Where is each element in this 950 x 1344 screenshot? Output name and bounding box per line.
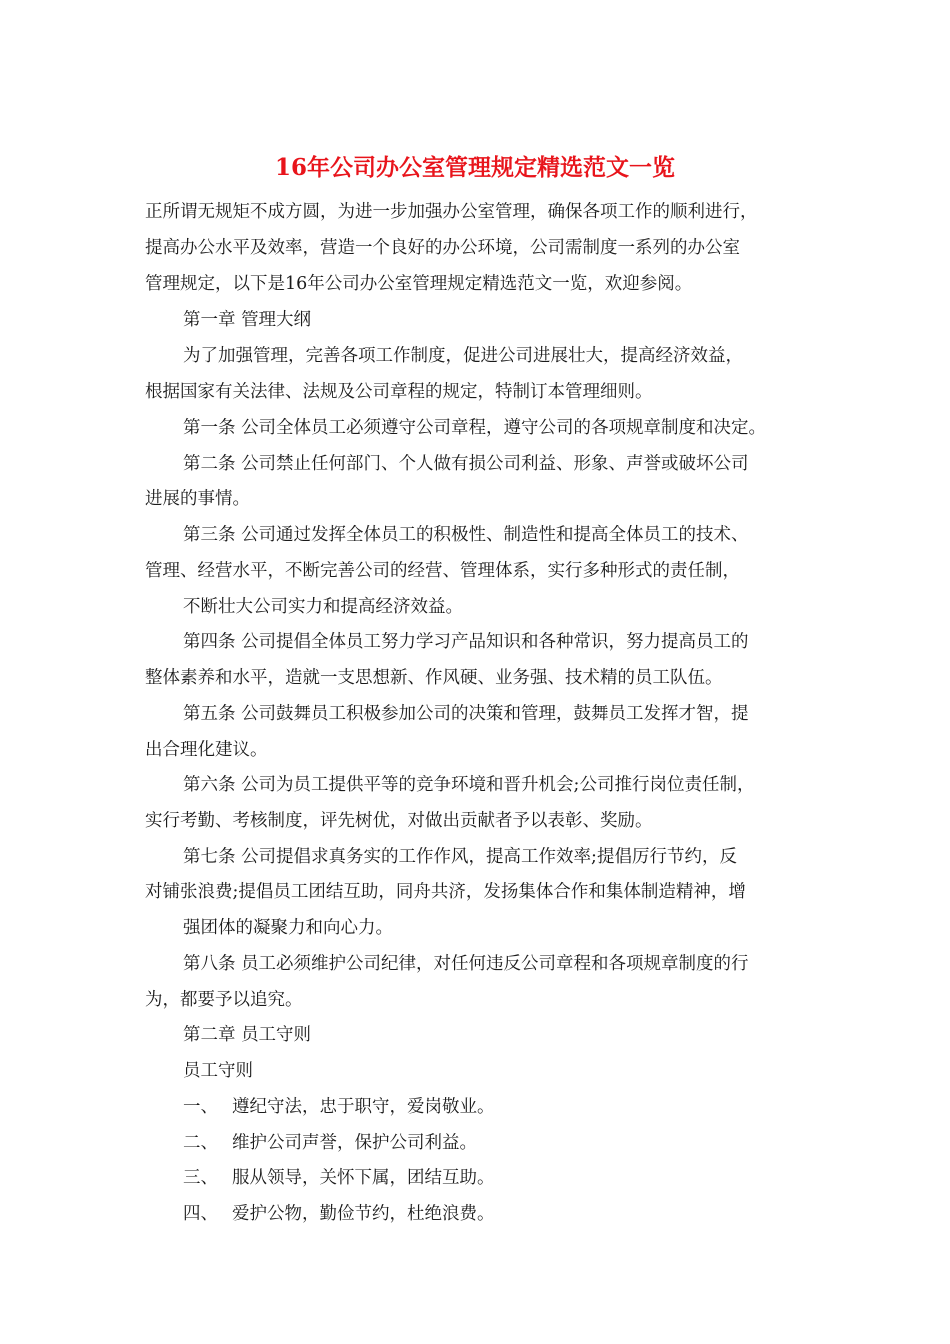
rule-text: 爱护公物，勤俭节约，杜绝浪费。 [232,1204,495,1224]
article-line: 第五条 公司鼓舞员工积极参加公司的决策和管理，鼓舞员工发挥才智，提 [183,704,749,724]
article-line: 第一条 公司全体员工必须遵守公司章程，遵守公司的各项规章制度和决定。 [183,418,767,438]
chapter-heading: 第二章 员工守则 [183,1025,312,1045]
article-line: 第三条 公司通过发挥全体员工的积极性、制造性和提高全体员工的技术、 [183,525,749,545]
paragraph-line: 为了加强管理，完善各项工作制度，促进公司进展壮大，提高经济效益， [183,346,743,366]
article-line: 进展的事情。 [145,489,250,509]
rule-item [183,1128,583,1158]
rule-number: 一、 [183,1097,218,1117]
chapter-heading: 第一章 管理大纲 [183,310,312,330]
rule-item [183,1199,583,1229]
article-line: 管理、经营水平，不断完善公司的经营、管理体系，实行多种形式的责任制， [145,561,740,581]
paragraph-line: 根据国家有关法律、法规及公司章程的规定，特制订本管理细则。 [145,382,653,402]
rule-number: 二、 [183,1133,218,1153]
article-line: 出合理化建议。 [145,740,268,760]
article-line: 实行考勤、考核制度，评先树优，对做出贡献者予以表彰、奖励。 [145,811,653,831]
rule-number: 三、 [183,1168,218,1188]
rule-number: 四、 [183,1204,218,1224]
article-line: 第七条 公司提倡求真务实的工作作风，提高工作效率;提倡厉行节约，反 [183,847,737,867]
document-title: 16年公司办公室管理规定精选范文一览 [274,154,675,181]
intro-line: 正所谓无规矩不成方圆，为进一步加强办公室管理，确保各项工作的顺利进行， [145,202,758,222]
rule-text: 遵纪守法，忠于职守，爱岗敬业。 [232,1097,495,1117]
article-line: 整体素养和水平，造就一支思想新、作风硬、业务强、技术精的员工队伍。 [145,668,723,688]
rule-item [183,1163,583,1193]
article-line: 第四条 公司提倡全体员工努力学习产品知识和各种常识，努力提高员工的 [183,632,749,652]
article-line: 为，都要予以追究。 [145,990,303,1010]
intro-line: 提高办公水平及效率，营造一个良好的办公环境，公司需制度一系列的办公室 [145,238,740,258]
article-line: 对铺张浪费;提倡员工团结互助，同舟共济，发扬集体合作和集体制造精神，增 [145,882,746,902]
rule-text: 服从领导，关怀下属，团结互助。 [232,1168,495,1188]
article-line: 强团体的凝聚力和向心力。 [183,918,393,938]
article-line: 不断壮大公司实力和提高经济效益。 [183,597,463,617]
rule-text: 维护公司声誉，保护公司利益。 [232,1133,477,1153]
article-line: 第二条 公司禁止任何部门、个人做有损公司利益、形象、声誉或破坏公司 [183,454,749,474]
section-heading: 员工守则 [183,1061,253,1081]
article-line: 第八条 员工必须维护公司纪律，对任何违反公司章程和各项规章制度的行 [183,954,749,974]
rule-item [183,1092,583,1122]
intro-line: 管理规定，以下是16年公司办公室管理规定精选范文一览，欢迎参阅。 [145,274,693,294]
article-line: 第六条 公司为员工提供平等的竞争环境和晋升机会;公司推行岗位责任制， [183,775,755,795]
